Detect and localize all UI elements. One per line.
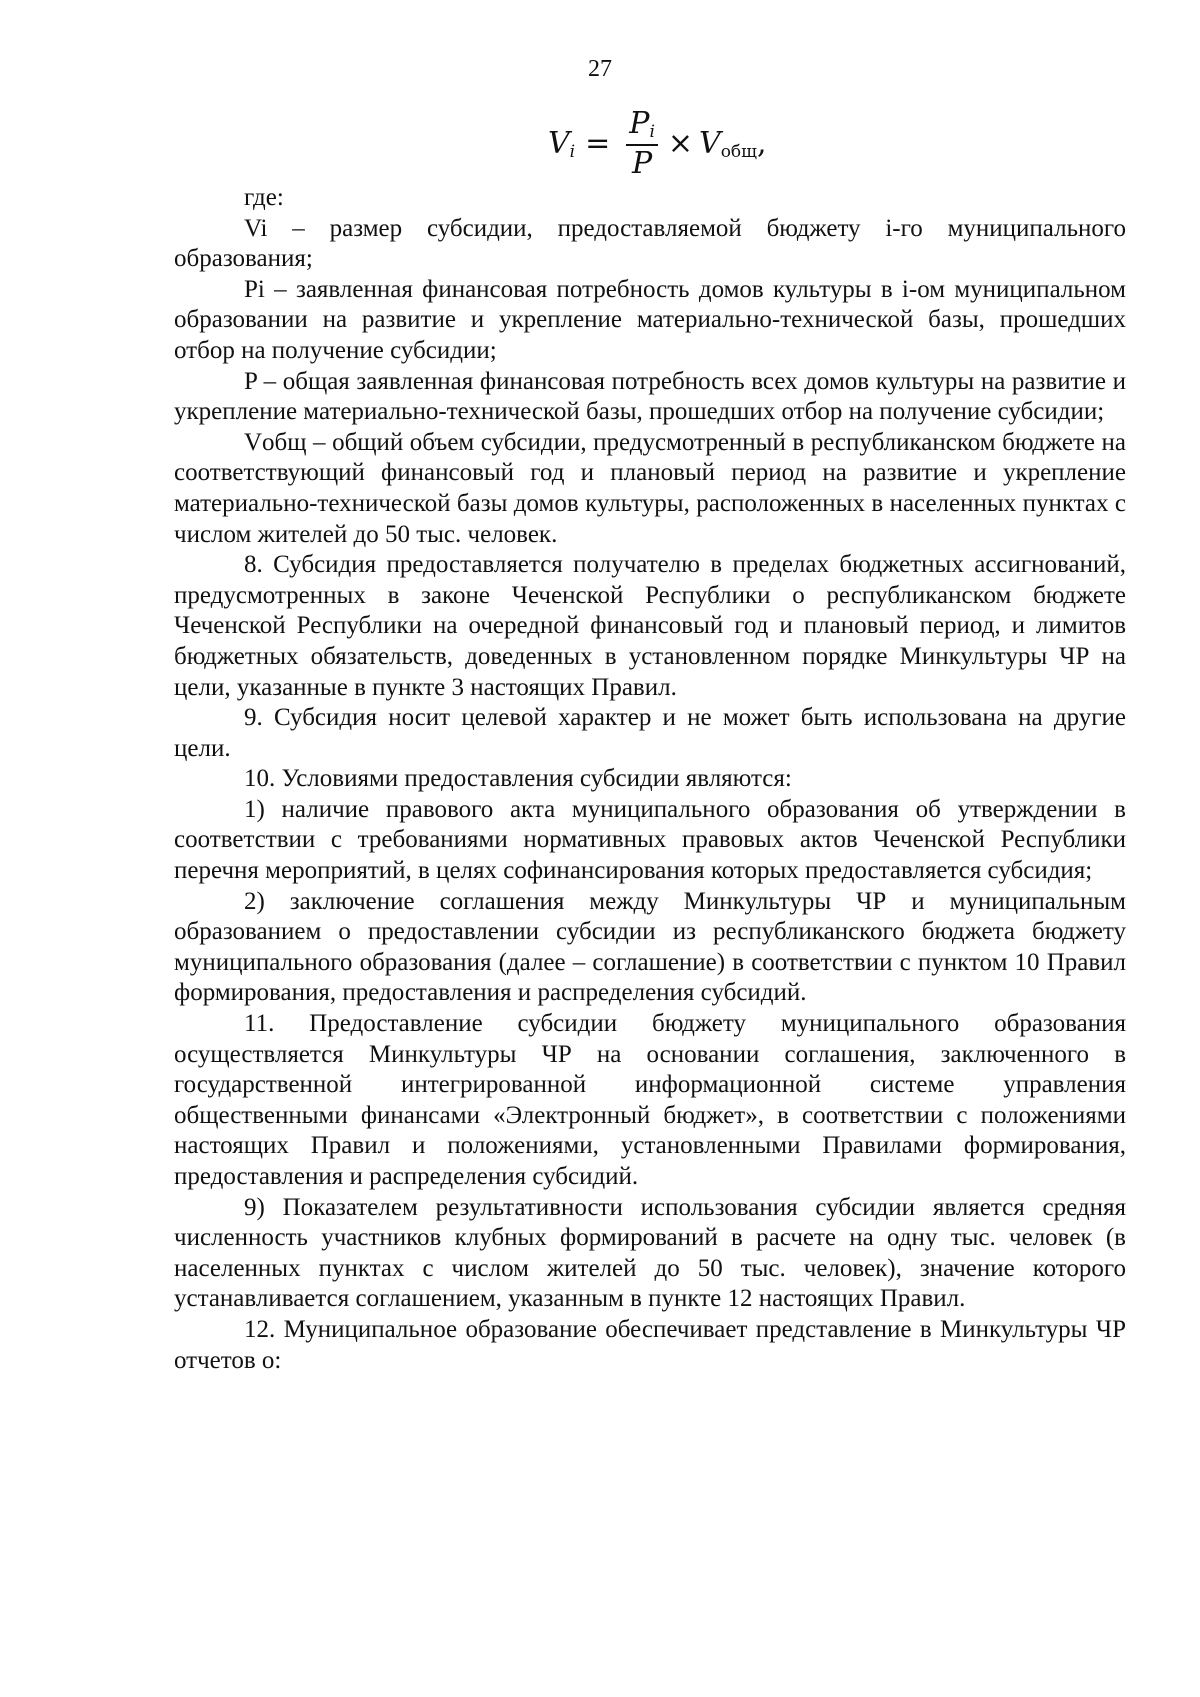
condition-2: 2) заключение соглашения между Минкультуры ЧР и муниципальным образованием о предоставлении субсидии из республиканского бюджета бюджету муниципального образования (далее – соглашение) в соответствии с пунктом 10 Правил формирования, предоставления и распределения субсидий. bbox=[174, 887, 1126, 1007]
formula-rhs: $V_{общ}$ bbox=[699, 125, 757, 162]
paragraph-12: 12. Муниципальное образование обеспечивает представление в Минкультуры ЧР отчетов о: bbox=[174, 1315, 1126, 1374]
paragraph-8: 8. Субсидия предоставляется получателю в пределах бюджетных ассигнований, предусмотренных в законе Чеченской Республики о республиканском бюджете Чеченской Республики на очередной финансовый год и плановый период, и лимитов бюджетных обязательств, доведенных в установленном порядке Минкультуры ЧР на цели, указанные в пункте 3 настоящих Правил. bbox=[174, 551, 1126, 701]
formula-numerator: $P_i$ bbox=[626, 108, 658, 146]
paragraph-10: 10. Условиями предоставления субсидии являются: bbox=[244, 765, 792, 793]
formula-equals: = bbox=[585, 126, 611, 162]
formula-lhs: $V_i$ bbox=[548, 125, 576, 162]
paragraph-9: 9. Субсидия носит целевой характер и не может быть использована на другие цели. bbox=[174, 704, 1126, 762]
formula-denominator: P bbox=[631, 145, 653, 181]
definition-p: P – общая заявленная финансовая потребность всех домов культуры на развитие и укрепление материально-технической базы, прошедших отбор на получение субсидии; bbox=[174, 367, 1126, 426]
page-number: 27 bbox=[588, 56, 612, 82]
paragraph-9-indicator: 9) Показателем результативности использования субсидии является средняя численность участников клубных формирований в расчете на одну тыс. человек (в населенных пунктах с числом жителей до 50 тыс. человек), значение которого устанавливается соглашением, указанным в пункте 12 настоящих Правил. bbox=[174, 1193, 1126, 1313]
definition-pi: Pi – заявленная финансовая потребность домов культуры в i-ом муниципальном образовании на развитие и укрепление материально-технической базы, прошедших отбор на получение субсидии; bbox=[174, 275, 1126, 364]
where-label: где: bbox=[244, 184, 284, 211]
condition-1: 1) наличие правового акта муниципального образования об утверждении в соответствии с требованиями нормативных правовых актов Чеченской Республики перечня мероприятий, в целях софинансирования которых предоставляется субсидия; bbox=[174, 795, 1126, 885]
definition-vi: Vi – размер субсидии, предоставляемой бюджету i-го муниципального образования; bbox=[174, 214, 1126, 273]
formula-times: × bbox=[667, 126, 694, 162]
paragraph-11: 11. Предоставление субсидии бюджету муниципального образования осуществляется Минкультуры ЧР на основании соглашения, заключенного в государственной интегрированной информационной системе управления общественными финансами «Электронный бюджет», в соответствии с положениями настоящих Правил и положениями, установленными Правилами формирования, предоставления и распределения субсидий. bbox=[174, 1010, 1126, 1190]
subsidy-formula bbox=[548, 108, 767, 179]
formula-fraction bbox=[626, 108, 658, 179]
definition-vtotal: Vобщ – общий объем субсидии, предусмотренный в республиканском бюджете на соответствующий финансовый год и плановый период на развитие и укрепление материально-технической базы домов культуры, расположенных в населенных пунктах с числом жителей до 50 тыс. человек. bbox=[174, 428, 1126, 548]
formula-comma: , bbox=[756, 126, 767, 162]
document-body bbox=[174, 183, 1126, 1376]
